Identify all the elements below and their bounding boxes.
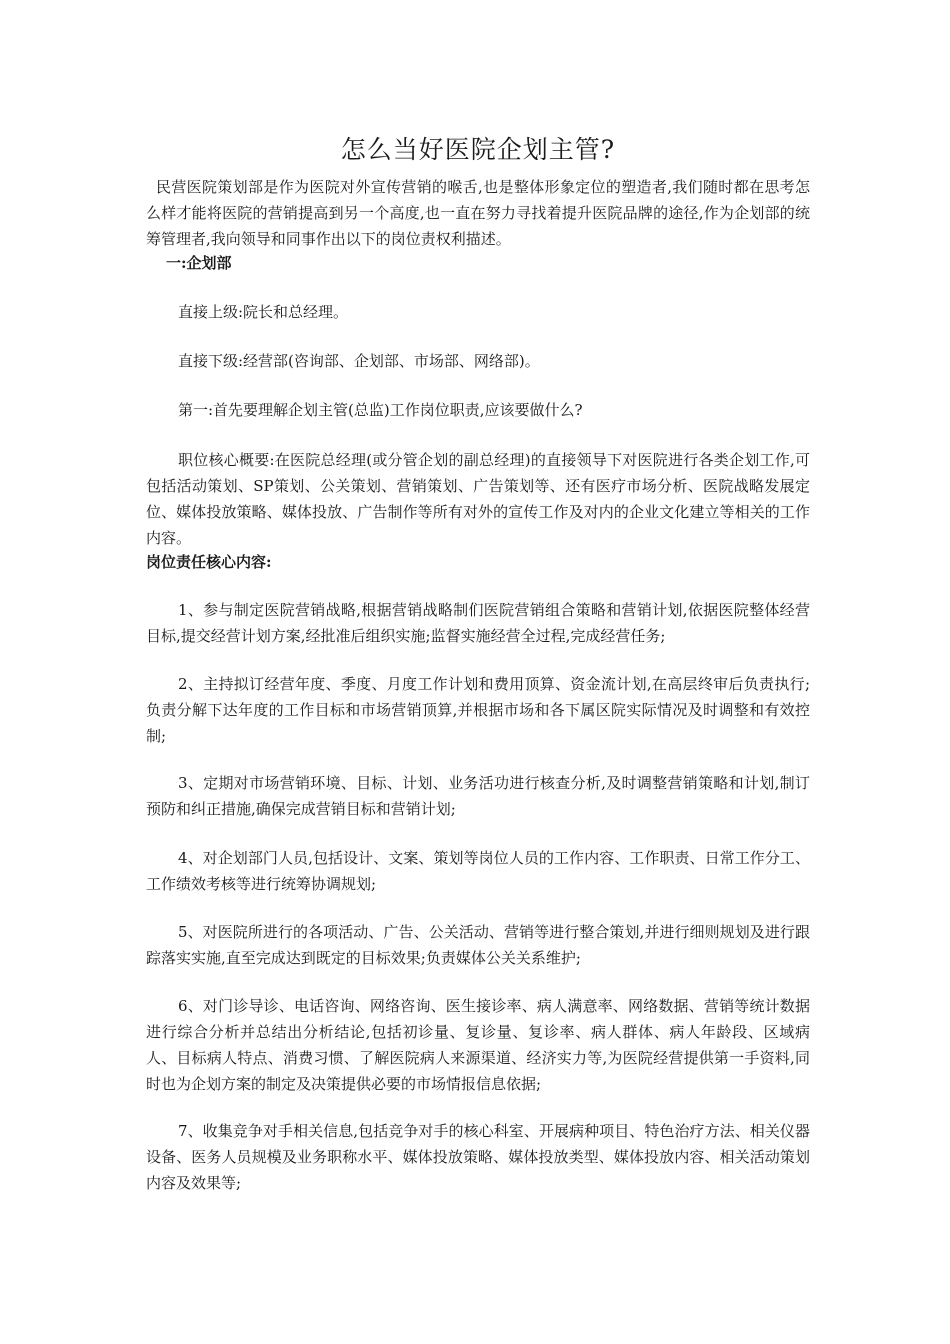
first-point-line: 第一:首先要理解企划主管(总监)工作岗位职责,应该要做什么?: [178, 401, 583, 419]
duty-item: 5、对医院所进行的各项活动、广告、公关活动、营销等进行整合策划,并进行细则规划及进行跟踪落实实施,直至完成达到既定的目标效果;负责媒体公关关系维护;: [146, 923, 810, 967]
duty-item: 2、主持拟订经营年度、季度、月度工作计划和费用顶算、资金流计划,在高层终审后负责执行;负责分解下达年度的工作目标和市场营销顶算,并根据市场和各下属区院实际情况及时调整和有效控制;: [146, 675, 810, 745]
intro-paragraph: 民营医院策划部是作为医院对外宣传营销的喉舌,也是整体形象定位的塑造者,我们随时都在思考怎么样才能将医院的营销提高到另一个高度,也一直在努力寻找着提升医院品牌的途径,作为企划部的统筹管理者,我向领导和同事作出以下的岗位责权利描述。: [146, 178, 810, 248]
duty-item: 1、参与制定医院营销战略,根据营销战略制们医院营销组合策略和营销计划,依据医院整体经营目标,提交经营计划方案,经批准后组织实施;监督实施经营全过程,完成经营任务;: [146, 601, 810, 645]
document-title: 怎么当好医院企划主管?: [340, 135, 616, 164]
duties-heading: 岗位责任核心内容:: [146, 553, 272, 571]
duty-item: 4、对企划部门人员,包括设计、文案、策划等岗位人员的工作内容、工作职责、日常工作分工、工作绩效考核等进行统筹协调规划;: [146, 849, 810, 893]
subordinate-line: 直接下级:经营部(咨询部、企划部、市场部、网络部)。: [178, 352, 540, 370]
core-overview-paragraph: 职位核心概要:在医院总经理(或分管企划的副总经理)的直接领导下对医院进行各类企划工作,可包括活动策划、SP策划、公关策划、营销策划、广告策划等、还有医疗市场分析、医院战略发展定位、媒体投放策略、媒体投放、广告制作等所有对外的宣传工作及对内的企业文化建立等相关的工作内容。: [146, 451, 810, 547]
superior-line: 直接上级:院长和总经理。: [178, 303, 349, 321]
duty-item: 3、定期对市场营销环境、目标、计划、业务活功进行核查分析,及时调整营销策略和计划,制订预防和纠正措施,确保完成营销目标和营销计划;: [146, 774, 810, 818]
duty-item: 6、对门诊导诊、电话咨询、网络咨询、医生接诊率、病人满意率、网络数据、营销等统计数据进行综合分析并总结出分析结论,包括初诊量、复诊量、复诊率、病人群体、病人年龄段、区域病人、目标病人特点、消费习惯、了解医院病人来源渠道、经济实力等,为医院经营提供第一手资料,同时也为企划方案的制定及决策提供必要的市场情报信息依据;: [146, 997, 810, 1093]
section-heading: 一:企划部: [166, 254, 232, 272]
duty-item: 7、收集竞争对手相关信息,包括竞争对手的核心科室、开展病种项目、特色治疗方法、相关仪器设备、医务人员规模及业务职称水平、媒体投放策略、媒体投放类型、媒体投放内容、相关活动策划内容及效果等;: [146, 1122, 810, 1192]
